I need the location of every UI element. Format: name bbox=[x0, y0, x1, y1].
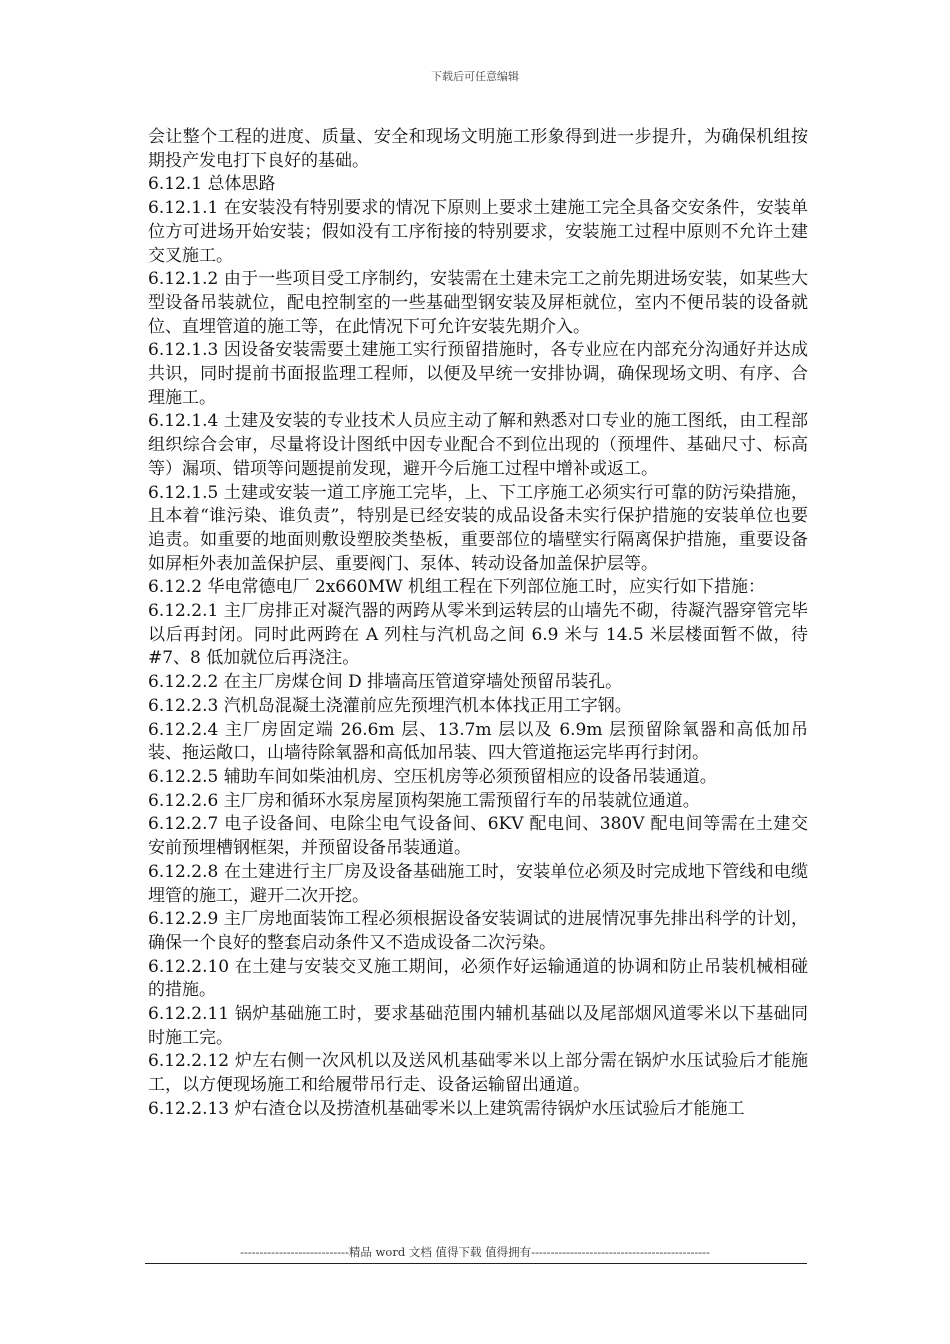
paragraph: 6.12.2.2 在主厂房煤仓间 D 排墙高压管道穿墙处预留吊装孔。 bbox=[148, 672, 623, 693]
paragraph: 会让整个工程的进度、质量、安全和现场文明施工形象得到进一步提升，为确保机组按期投产发电打下良好的基础。 bbox=[148, 127, 808, 171]
paragraph: 6.12.1.4 土建及安装的专业技术人员应主动了解和熟悉对口专业的施工图纸，由工程部组织综合会审，尽量将设计图纸中因专业配合不到位出现的（预埋件、基础尺寸、标高等）漏项、错项等问题提前发现，避开今后施工过程中增补或返工。 bbox=[148, 411, 808, 479]
paragraph: 6.12.2.4 主厂房固定端 26.6m 层、13.7m 层以及 6.9m 层预留除氧器和高低加吊装、拖运敞口，山墙待除氧器和高低加吊装、四大管道拖运完毕再行封闭。 bbox=[148, 719, 808, 764]
page-footer: ----------------------------精品 word 文档 值得下载 值得拥有---------------------------------------------- bbox=[240, 1245, 710, 1259]
document-body bbox=[148, 126, 808, 1122]
paragraph: 6.12.2.8 在土建进行主厂房及设备基础施工时，安装单位必须及时完成地下管线和电缆埋管的施工，避开二次开挖。 bbox=[148, 861, 808, 906]
paragraph: 6.12.1.1 在安装没有特别要求的情况下原则上要求土建施工完全具备交安条件，安装单位方可进场开始安装；假如没有工序衔接的特别要求，安装施工过程中原则不允许土建交叉施工。 bbox=[148, 198, 808, 266]
paragraph: 6.12.2.13 炉右渣仓以及捞渣机基础零米以上建筑需待锅炉水压试验后才能施工 bbox=[148, 1098, 745, 1119]
paragraph: 6.12.2.1 主厂房排正对凝汽器的两跨从零米到运转层的山墙先不砌，待凝汽器穿管完毕以后再封闭。同时此两跨在 A 列柱与汽机岛之间 6.9 米与 14.5 米层楼面暂不做，待#7、8 低加就位后再浇注。 bbox=[148, 601, 808, 669]
paragraph: 6.12.2.3 汽机岛混凝土浇灌前应先预埋汽机本体找正用工字钢。 bbox=[148, 695, 632, 716]
paragraph: 6.12.2.7 电子设备间、电除尘电气设备间、6KV 配电间、380V 配电间等需在土建交安前预埋槽钢框架，并预留设备吊装通道。 bbox=[148, 814, 808, 859]
paragraph: 6.12.2.10 在土建与安装交叉施工期间，必须作好运输通道的协调和防止吊装机械相碰的措施。 bbox=[148, 956, 808, 1001]
paragraph: 6.12.2.5 辅助车间如柴油机房、空压机房等必须预留相应的设备吊装通道。 bbox=[148, 766, 717, 787]
paragraph: 6.12.1.2 由于一些项目受工序制约，安装需在土建未完工之前先期进场安装，如某些大型设备吊装就位，配电控制室的一些基础型钢安装及屏柜就位，室内不便吊装的设备就位、直埋管道的施工等，在此情况下可允许安装先期介入。 bbox=[148, 269, 808, 337]
paragraph: 6.12.2.12 炉左右侧一次风机以及送风机基础零米以上部分需在锅炉水压试验后才能施工，以方便现场施工和给履带吊行走、设备运输留出通道。 bbox=[148, 1051, 808, 1096]
page-header: 下载后可任意编辑 bbox=[431, 70, 519, 83]
paragraph: 6.12.2.11 锅炉基础施工时，要求基础范围内辅机基础以及尾部烟风道零米以下基础同时施工完。 bbox=[148, 1004, 808, 1048]
paragraph: 6.12.1.3 因设备安装需要土建施工实行预留措施时，各专业应在内部充分沟通好并达成共识，同时提前书面报监理工程师，以便及早统一安排协调，确保现场文明、有序、合理施工。 bbox=[148, 340, 808, 408]
paragraph: 6.12.2.9 主厂房地面装饰工程必须根据设备安装调试的进展情况事先排出科学的计划，确保一个良好的整套启动条件又不造成设备二次污染。 bbox=[148, 909, 808, 953]
footer-divider bbox=[145, 1263, 807, 1264]
paragraph: 6.12.2.6 主厂房和循环水泵房屋顶构架施工需预留行车的吊装就位通道。 bbox=[148, 790, 700, 811]
paragraph: 6.12.1.5 土建或安装一道工序施工完毕，上、下工序施工必须实行可靠的防污染措施，且本着“谁污染、谁负责”，特别是已经安装的成品设备未实行保护措施的安装单位也要追责。如重要的地面则敷设塑胶类垫板，重要部位的墙壁实行隔离保护措施，重要设备如屏柜外表加盖保护层、重要阀门、泵体、转动设备加盖保护层等。 bbox=[148, 482, 808, 574]
section-heading: 6.12.2 华电常德电厂 2x660MW 机组工程在下列部位施工时，应实行如下措施： bbox=[148, 577, 766, 598]
section-heading: 6.12.1 总体思路 bbox=[148, 174, 276, 195]
